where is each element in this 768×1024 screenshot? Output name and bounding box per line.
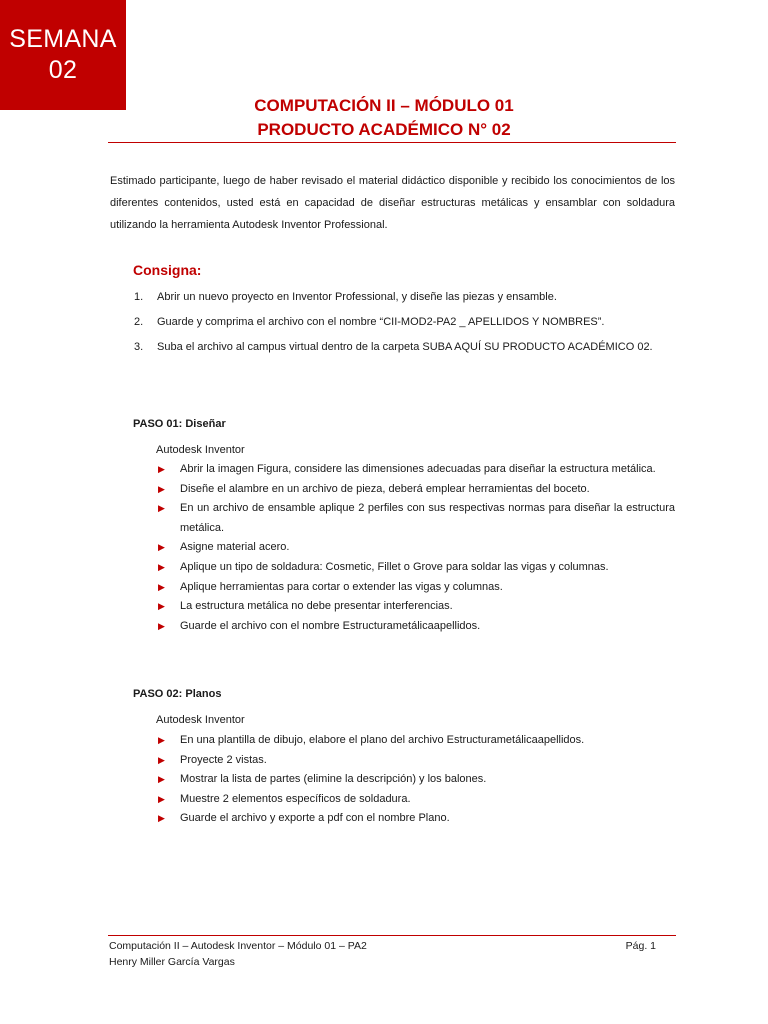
item-text: Suba el archivo al campus virtual dentro de la carpeta SUBA AQUÍ SU PRODUCTO ACADÉMICO 02. (157, 341, 653, 353)
footer-info (109, 938, 367, 970)
item-text: Guarde y comprima el archivo con el nombre “CII-MOD2-PA2 _ APELLIDOS Y NOMBRES”. (157, 316, 605, 328)
list-item: ▶ Proyecte 2 vistas. (158, 751, 675, 771)
triangle-right-icon: ▶ (158, 581, 165, 592)
list-item: ▶ Mostrar la lista de partes (elimine la descripción) y los balones. (158, 770, 675, 790)
list-item: ▶ Muestre 2 elementos específicos de soldadura. (158, 790, 675, 810)
consigna-item (134, 289, 674, 314)
triangle-right-icon: ▶ (158, 483, 165, 494)
item-number: 1. (134, 291, 144, 303)
triangle-right-icon: ▶ (158, 464, 165, 474)
intro-paragraph: Estimado participante, luego de haber revisado el material didáctico disponible y recibido los conocimientos de los diferentes contenidos, usted está en capacidad de diseñar estructuras metálicas y ensamblar con soldadura utilizando la herramienta Autodesk Inventor Professional. (110, 175, 675, 231)
triangle-right-icon: ▶ (158, 793, 165, 804)
list-item: ▶ Asigne material acero. (158, 538, 675, 558)
list-item: ▶ Diseñe el alambre en un archivo de pieza, deberá emplear herramientas del boceto. (158, 480, 675, 500)
triangle-right-icon: ▶ (158, 542, 165, 553)
list-item: ▶ Guarde el archivo y exporte a pdf con el nombre Plano. (158, 809, 675, 829)
triangle-right-icon: ▶ (158, 561, 165, 572)
list-item: ▶ La estructura metálica no debe presentar interferencias. (158, 597, 675, 617)
triangle-right-icon: ▶ (158, 813, 165, 824)
triangle-right-icon: ▶ (158, 620, 165, 631)
consigna-heading: Consigna: (133, 262, 202, 278)
item-text: Abrir un nuevo proyecto en Inventor Professional, y diseñe las piezas y ensamble. (157, 291, 557, 303)
paso1-heading: PASO 01: Diseñar (133, 418, 226, 430)
paso1-subheading: Autodesk Inventor (156, 444, 245, 456)
footer-course: Computación II – Autodesk Inventor – Módulo 01 – PA2 (109, 940, 367, 952)
paso1-list (158, 460, 675, 636)
list-item: ▶ Abrir la imagen Figura, considere las dimensiones adecuadas para diseñar la estructura metálica. (158, 460, 675, 480)
consigna-list (134, 289, 674, 364)
paso2-list (158, 731, 675, 829)
triangle-right-icon: ▶ (158, 774, 165, 785)
footer-author: Henry Miller García Vargas (109, 956, 235, 968)
product-title: PRODUCTO ACADÉMICO N° 02 (257, 120, 511, 139)
week-badge-label: SEMANA (9, 25, 117, 53)
triangle-right-icon: ▶ (158, 735, 165, 745)
triangle-right-icon: ▶ (158, 754, 165, 765)
list-item: ▶ Guarde el archivo con el nombre Estructurametálicaapellidos. (158, 617, 675, 637)
week-badge-number: 02 (48, 56, 78, 84)
list-item: ▶ Aplique herramientas para cortar o extender las vigas y columnas. (158, 578, 675, 598)
list-item: ▶ Aplique un tipo de soldadura: Cosmetic, Fillet o Grove para soldar las vigas y columnas. (158, 558, 675, 578)
consigna-item (134, 314, 674, 339)
triangle-right-icon: ▶ (158, 601, 165, 612)
item-number: 3. (134, 341, 144, 353)
triangle-right-icon: ▶ (158, 503, 165, 514)
page-number: Pág. 1 (625, 940, 656, 952)
footer-divider (108, 935, 676, 936)
list-item: ▶ En una plantilla de dibujo, elabore el plano del archivo Estructurametálicaapellidos. (158, 731, 675, 751)
item-number: 2. (134, 316, 144, 328)
document-title (0, 94, 768, 142)
course-title: COMPUTACIÓN II – MÓDULO 01 (254, 96, 514, 115)
consigna-item (134, 339, 674, 364)
list-item: ▶ En un archivo de ensamble aplique 2 perfiles con sus respectivas normas para diseñar la estructura metálica. (158, 499, 675, 538)
header-divider (108, 142, 676, 143)
paso2-heading: PASO 02: Planos (133, 688, 222, 700)
paso2-subheading: Autodesk Inventor (156, 714, 245, 726)
